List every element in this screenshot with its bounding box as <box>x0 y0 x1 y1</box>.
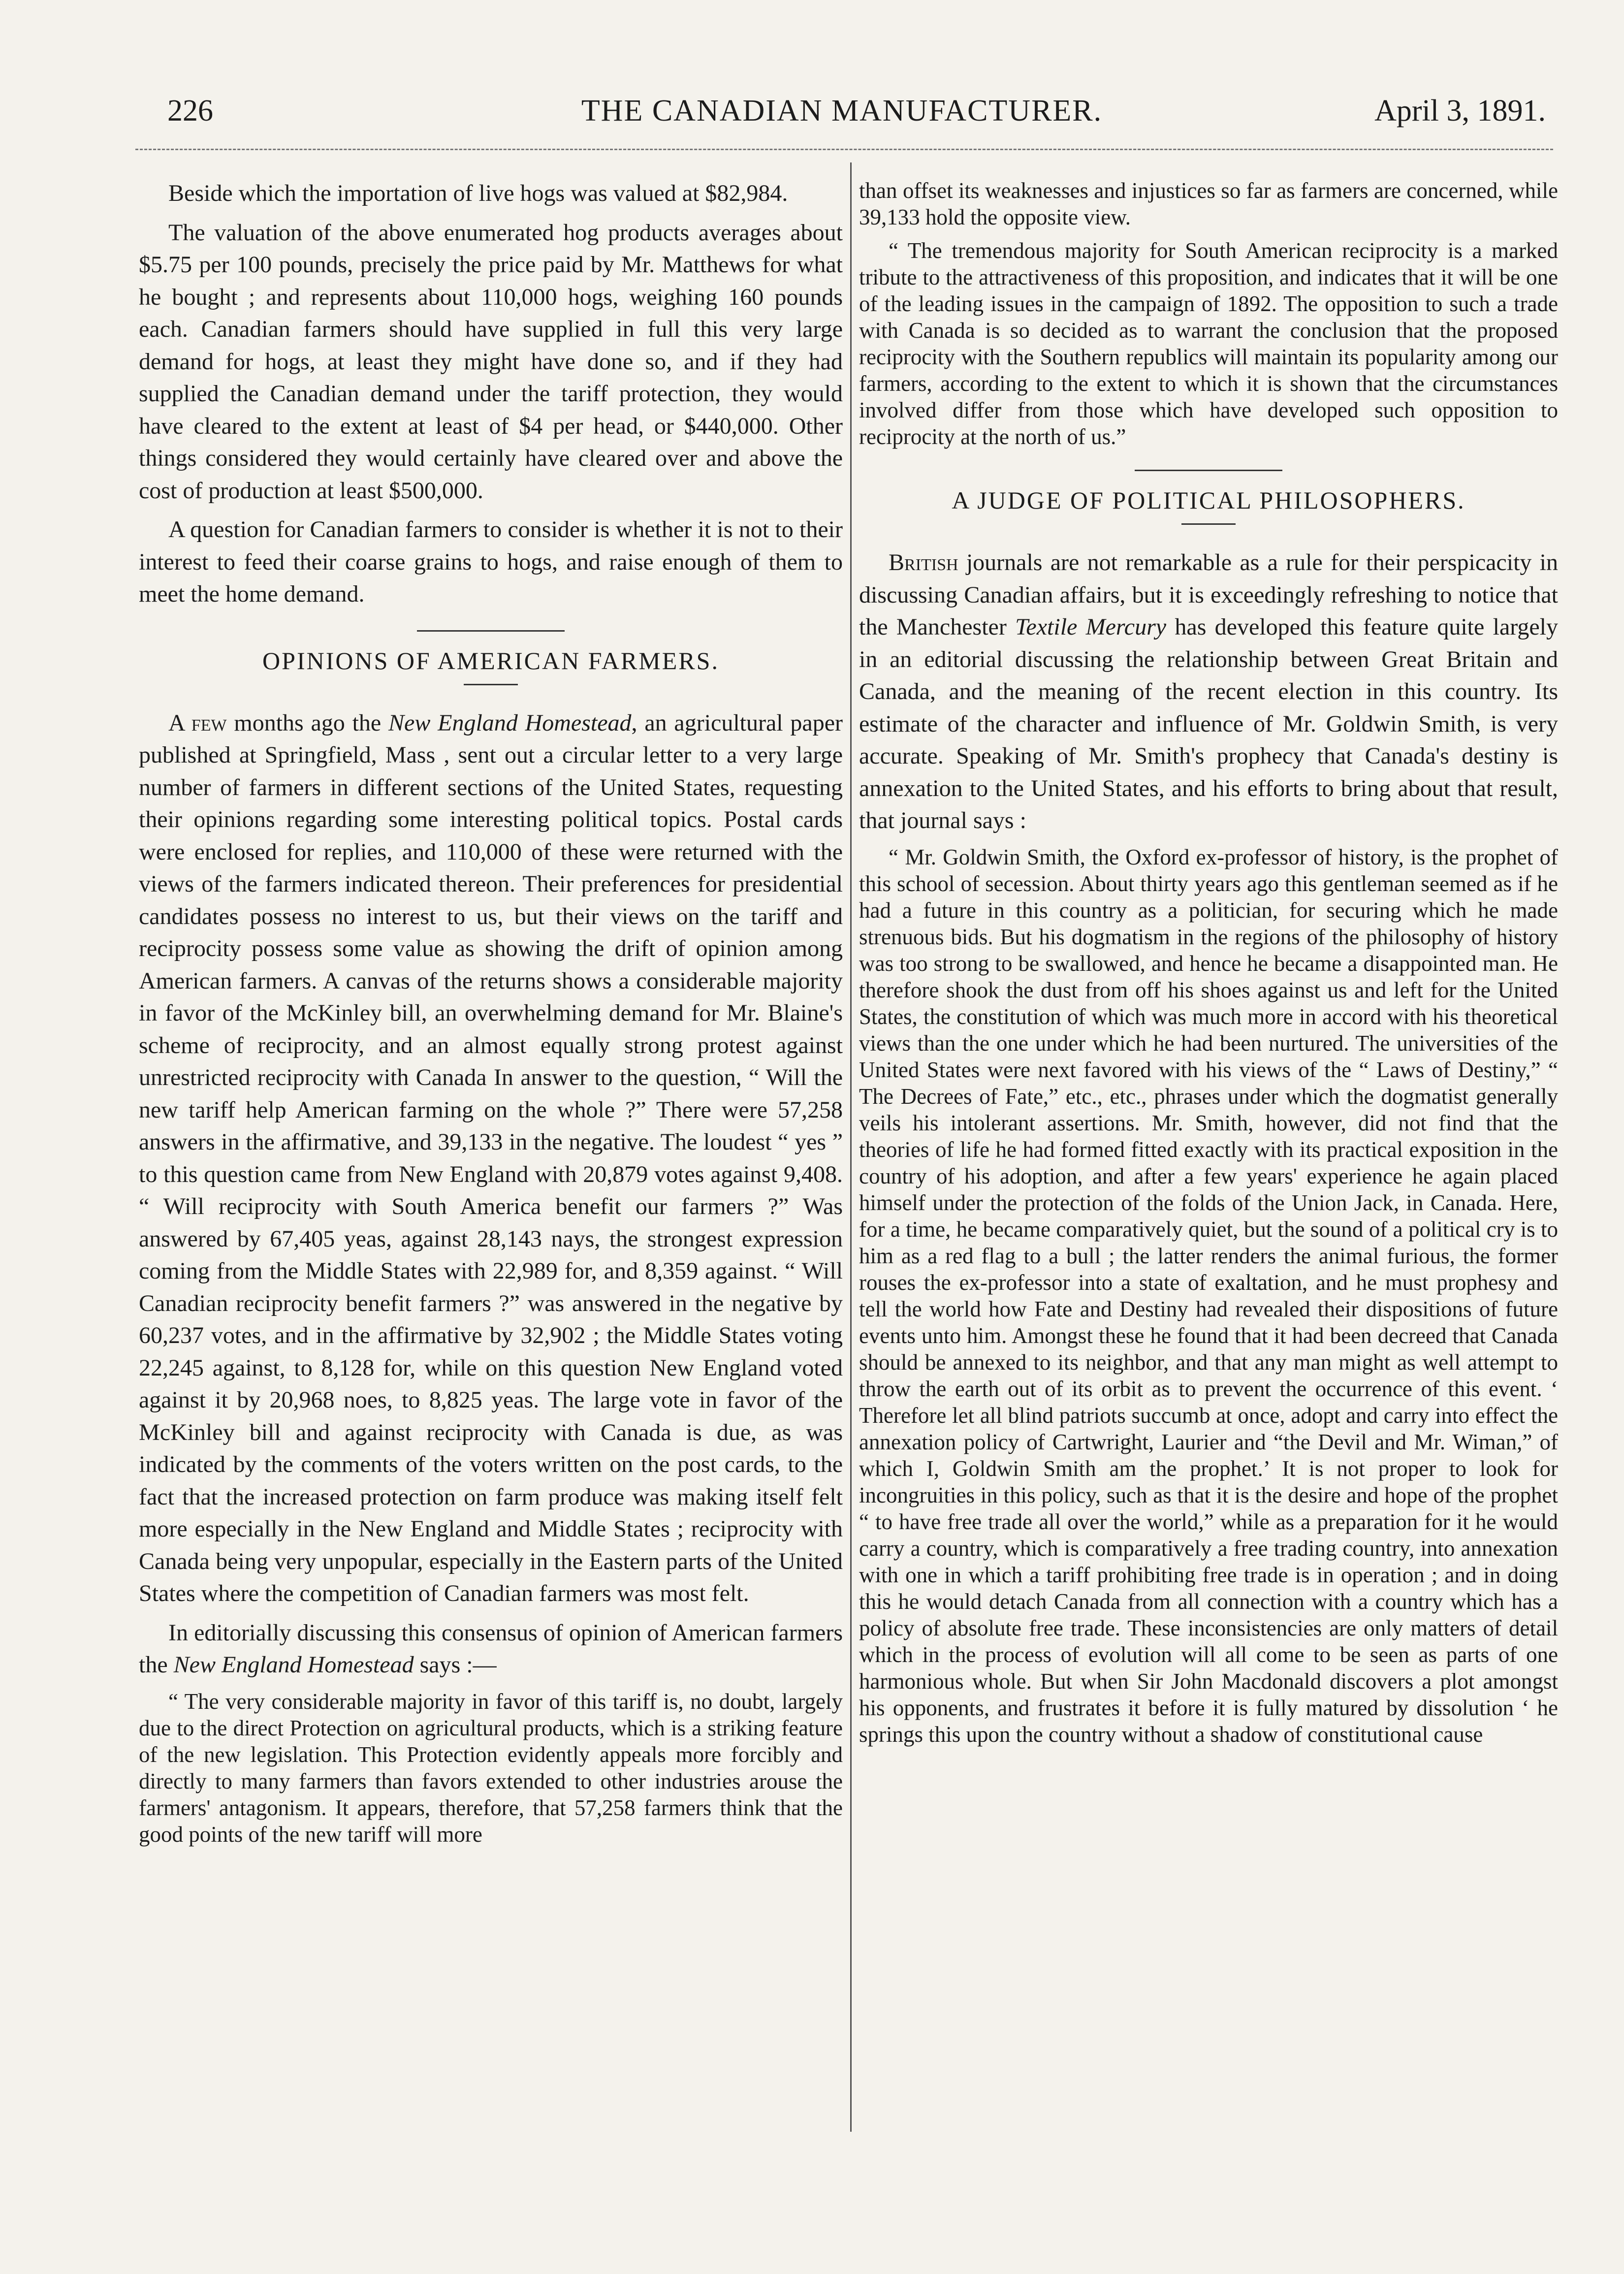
article-heading-political-philosophers: A JUDGE OF POLITICAL PHILOSOPHERS. <box>952 486 1465 514</box>
paragraph-text: journals are not remarkable as a rule for their perspicacity in discussing Canadian affairs, but it is exceedingly refreshing to notice that the Manchester <box>859 549 1558 640</box>
paragraph-text: In editorially discussing this consensus of opinion of American farmers the <box>139 1619 843 1678</box>
quoted-editorial-1-continued: than offset its weaknesses and injustices so far as farmers are concerned, while 39,133 hold the opposite view. <box>859 178 1558 229</box>
publication-name: New England Homestead <box>173 1652 414 1678</box>
issue-date: April 3, 1891. <box>1374 94 1546 128</box>
lead-words: British <box>889 549 958 576</box>
paragraph-text: , an agricultural paper published at Springfield, Mass , sent out a circular letter to a very large number of farmers in different sections of the United States, requesting their opinions regarding some interesting political topics. Postal cards were enclosed for replies, and 110,000 of these were returned with the views of the farmers indicated thereon. Their preferences for presidential candidates possess no interest to us, but their views on the tariff and reciprocity possess some value as showing the drift of opinion among American farmers. A canvas of the returns shows a considerable majority in favor of the McKinley bill, an overwhelming demand for Mr. Blaine's scheme of reciprocity, and an almost equally strong protest against unrestricted reciprocity with Canada In answer to the question, “ Will the new tariff help American farming on the whole ?” There were 57,258 answers in the affirmative, and 39,133 in the negative. The loudest “ yes ” to this question came from New England with 20,879 votes against 9,408. “ Will reciprocity with South America benefit our farmers ?” Was answered by 67,405 yeas, against 28,143 nays, the strongest expression coming from the Middle States with 22,989 for, and 8,359 against. “ Will Canadian reciprocity benefit farmers ?” was answered in the negative by 60,237 votes, and in the affirmative by 32,902 ; the Middle States voting 22,245 against, to 8,128 for, while on this question New England voted against it by 20,968 noes, to 8,825 yeas. The large vote in favor of the McKinley bill and against reciprocity with Canada is due, as was indicated by the comments of the voters written on the post cards, to the fact that the increased protection on farm produce was making itself felt more especially in the New England and Middle States ; reciprocity with Canada being very unpopular, especially in the Eastern parts of the United States where the competition of Canadian farmers was most felt. <box>139 709 843 1606</box>
paragraph-text: says :— <box>414 1652 497 1678</box>
quoted-editorial-2: “ The tremendous majority for South American reciprocity is a marked tribute to the attractiveness of this proposition, and indicates that it will be one of the leading issues in the campaign of 1892. The opposition to such a trade with Canada is so decided as to warrant the conclusion that the proposed reciprocity with the Southern republics will maintain its popularity among our farmers, according to the extent to which it is shown that the circumstances involved differ from those which have developed such opposition to reciprocity at the north of us.” <box>859 238 1558 449</box>
paragraph-text: months ago the <box>226 709 389 736</box>
quoted-editorial-3: “ Mr. Goldwin Smith, the Oxford ex-professor of history, is the prophet of this school of secession. About thirty years ago this gentleman seemed as if he had a future in this country as a politician, for securing which he made strenuous bids. But his dogmatism in the regions of the philosophy of history was too strong to be swallowed, and hence he became a disappointed man. He therefore shook the dust from off his shoes against us and left for the United States, the constitution of which was much more in accord with his theoretical views than the one under which he had been nurtured. The universities of the United States were next favored with his views of the “ Laws of Destiny,” “ The Decrees of Fate,” etc., etc., phrases under which the dogmatist generally veils his intolerant assertions. Mr. Smith, however, did not find that the theories of life he had formed fitted exactly with its practical exposition in the country of his adoption, and after a few years' experience he again placed himself under the protection of the folds of the Union Jack, in Canada. Here, for a time, he became comparatively quiet, but the sound of a political cry is to him as a red flag to a bull ; the latter renders the animal furious, the former rouses the ex-professor into a state of exaltation, and he must prophesy and tell the world how Fate and Destiny had revealed their dispositions of future events unto him. Amongst these he found that it had been decreed that Canada should be annexed to its neighbor, and that any man might as well attempt to throw the earth out of its orbit as to prevent the occurrence of this event. ‘ Therefore let all blind patriots succumb at once, adopt and carry into effect the annexation policy of Cartwright, Laurier and “the Devil and Mr. Wiman,” of which I, Goldwin Smith am the prophet.’ It is not proper to look for incongruities in this policy, such as that it is the desire and hope of the prophet “ to have free trade all over the world,” while as a preparation for it he would carry a country, which is comparatively a free trading country, into annexation with one in which a tariff prohibiting free trade is in operation ; and in doing this he would detach Canada from all connection with a country which has a policy of absolute free trade. These inconsistencies are only matters of detail which in the process of evolution will all come to be seen as parts of one harmonious whole. But when Sir John Macdonald discovers a plot amongst his opponents, and frustrates it before it is fully matured by dissolution ‘ he springs this upon the country without a shadow of constitutional cause <box>859 844 1558 1747</box>
publication-name: Textile Mercury <box>1015 614 1167 640</box>
paragraph-text: has developed this feature quite largely in an editorial discussing the relationship between Great Britain and Canada, and the meaning of the recent election in this country. Its estimate of the character and influence of Mr. Goldwin Smith, is very accurate. Speaking of Mr. Smith's prophecy that Canada's destiny is annexation to the United States, and his efforts to bring about that result, that journal says : <box>859 614 1558 833</box>
article-paragraph-1 <box>859 546 1558 837</box>
section-rule <box>1135 470 1282 471</box>
intro-paragraph-2: The valuation of the above enumerated hog products averages about $5.75 per 100 pounds, precisely the price paid by Mr. Matthews for what he bought ; and represents about 110,000 hogs, weighing 160 pounds each. Canadian farmers should have supplied in full this very large demand for hogs, at least they might have done so, and if they had supplied the Canadian demand under the tariff protection, they would have cleared to the extent at least of $4 per head, or $440,000. Other things considered they would certainly have cleared over and above the cost of production at least $500,000. <box>139 219 843 504</box>
right-column <box>859 177 1558 2146</box>
article-heading-american-farmers: OPINIONS OF AMERICAN FARMERS. <box>262 646 719 674</box>
intro-paragraph-1: Beside which the importation of live hogs was valued at $82,984. <box>168 180 788 206</box>
page-header <box>138 94 1546 143</box>
left-column <box>139 177 843 2146</box>
publication-name: New England Homestead <box>388 709 632 736</box>
intro-paragraph-3: A question for Canadian farmers to consider is whether it is not to their interest to feed their coarse grains to hogs, and raise enough of them to meet the home demand. <box>139 516 843 607</box>
heading-rule <box>464 684 518 685</box>
article-paragraph-2 <box>139 1617 843 1681</box>
header-rule <box>135 149 1553 150</box>
journal-title: THE CANADIAN MANUFACTURER. <box>581 94 1103 128</box>
page-number: 226 <box>167 94 213 128</box>
lead-words: A few <box>168 709 227 736</box>
column-divider <box>850 162 852 2132</box>
article-paragraph-1 <box>139 707 843 1610</box>
heading-rule <box>1181 523 1236 525</box>
quoted-editorial-1: “ The very considerable majority in favor of this tariff is, no doubt, largely due to the direct Protection on agricultural products, which is a striking feature of the new legislation. This Protection evidently appeals more forcibly and directly to many farmers than favors extended to other industries arouse the farmers' antagonism. It appears, therefore, that 57,258 farmers think that the good points of the new tariff will more <box>139 1689 843 1847</box>
section-rule <box>417 630 565 632</box>
